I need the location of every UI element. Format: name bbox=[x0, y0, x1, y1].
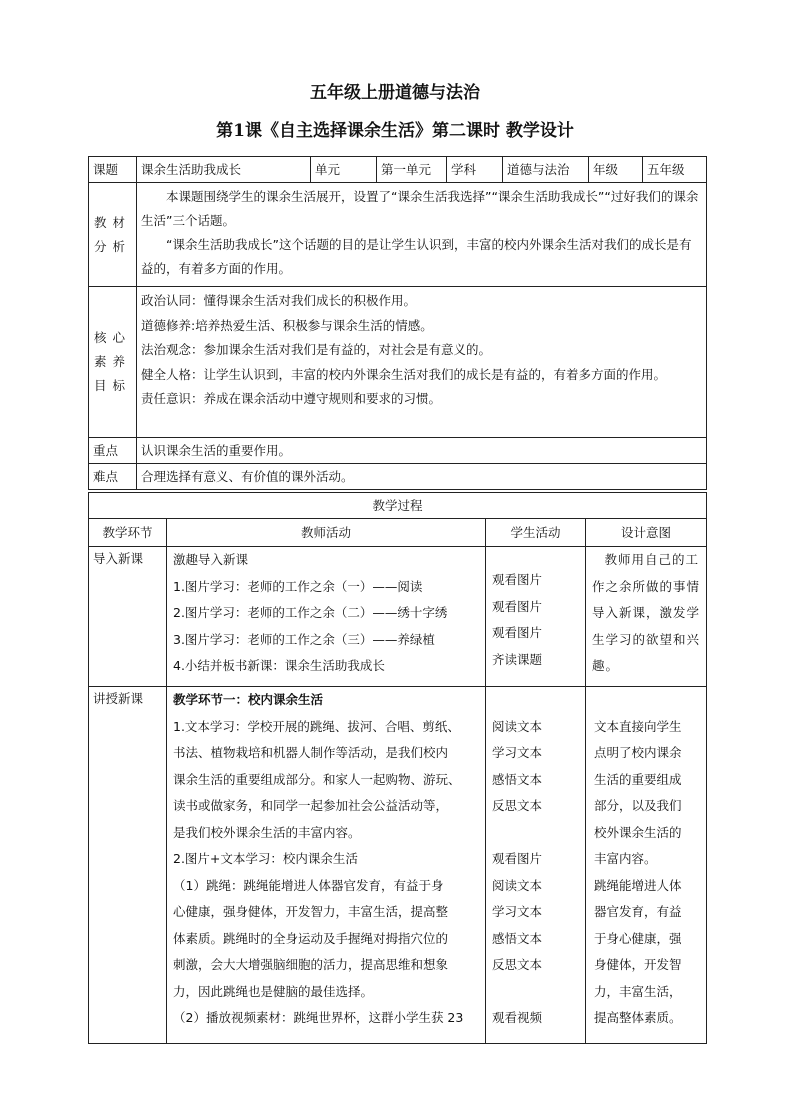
col-header-teacher: 教师活动 bbox=[167, 519, 486, 547]
lesson-section-heading: 教学环节一：校内课余生活 bbox=[173, 692, 324, 707]
material-analysis-label: 教材 分析 bbox=[89, 183, 137, 287]
lesson-student-line: 反思文本 bbox=[492, 957, 543, 972]
col-header-intent: 设计意图 bbox=[586, 519, 707, 547]
lesson-student-line: 观看视频 bbox=[492, 1010, 543, 1025]
core-literacy-label: 核心 素养 目标 bbox=[89, 287, 137, 438]
lesson-intent-line: 身健体，开发智 bbox=[594, 957, 682, 972]
lesson-student-line bbox=[492, 820, 581, 847]
core-goal-1: 政治认同：懂得课余生活对我们成长的积极作用。 bbox=[141, 293, 417, 308]
difficulty-value: 合理选择有意义、有价值的课外活动。 bbox=[137, 464, 707, 490]
lesson-student-line: 阅读文本 bbox=[492, 718, 543, 734]
document-title: 五年级上册道德与法治 bbox=[310, 83, 480, 103]
stage-intro: 导入新课 bbox=[89, 547, 167, 687]
lesson-student-line: 感悟文本 bbox=[492, 930, 543, 946]
intro-teacher-line: 1.图片学习：老师的工作之余（一）——阅读 bbox=[173, 578, 423, 594]
key-point-label: 重点 bbox=[89, 438, 137, 464]
lesson-intent-line: 跳绳能增进人体 bbox=[594, 877, 682, 893]
lesson-intent-line: 提高整体素质。 bbox=[594, 1010, 682, 1025]
grade-label: 年级 bbox=[589, 157, 643, 183]
core-goal-2: 道德修养:培养热爱生活、积极参与课余生活的情感。 bbox=[141, 317, 433, 333]
basic-info-table bbox=[88, 156, 707, 490]
lesson-intent-line: 器官发育，有益 bbox=[594, 904, 682, 919]
key-point-value: 认识课余生活的重要作用。 bbox=[137, 438, 707, 464]
lesson-teacher-line: 是我们校外课余生活的丰富内容。 bbox=[173, 824, 361, 840]
lesson-student-line bbox=[492, 979, 581, 1006]
lesson-teacher-line: 课余生活的重要组成部分。和家人一起购物、游玩、 bbox=[173, 771, 461, 787]
lesson-teacher-line: 1.文本学习：学校开展的跳绳、拔河、合唱、剪纸、 bbox=[173, 718, 460, 734]
intro-student-line: 观看图片 bbox=[492, 598, 543, 614]
lesson-teacher-line: 体素质。跳绳时的全身运动及手握绳对拇指穴位的 bbox=[173, 930, 449, 946]
lesson-teacher-line: （1）跳绳：跳绳能增进人体器官发育，有益于身 bbox=[173, 877, 444, 893]
intro-teacher-line: 2.图片学习：老师的工作之余（二）——绣十字绣 bbox=[173, 605, 448, 620]
intro-student-line: 齐读课题 bbox=[492, 651, 543, 667]
lesson-student-line: 反思文本 bbox=[492, 798, 543, 813]
intro-teacher-line: 3.图片学习：老师的工作之余（三）——养绿植 bbox=[173, 631, 435, 647]
intent-spacer bbox=[594, 687, 702, 714]
lesson-teacher-line: 书法、植物栽培和机器人制作等活动，是我们校内 bbox=[173, 745, 449, 760]
lesson-intent-line: 丰富内容。 bbox=[594, 851, 657, 866]
unit-label: 单元 bbox=[311, 157, 377, 183]
topic-value: 课余生活助我成长 bbox=[137, 157, 311, 183]
lesson-intent-line: 力，丰富生活， bbox=[594, 983, 682, 999]
lesson-intent-line: 部分，以及我们 bbox=[594, 798, 682, 813]
intro-student-line: 观看图片 bbox=[492, 625, 543, 640]
material-paragraph-1: 本课题围绕学生的课余生活展开，设置了“课余生活我选择”“课余生活助我成长”“过好我们的课余生活”三个话题。 bbox=[141, 189, 699, 228]
col-header-student: 学生活动 bbox=[486, 519, 586, 547]
teaching-process-table bbox=[88, 492, 707, 1044]
lesson-teacher-line: 心健康，强身健体，开发智力，丰富生活，提高整 bbox=[173, 904, 449, 919]
topic-label: 课题 bbox=[89, 157, 137, 183]
lesson-teacher-line: 2.图片+文本学习：校内课余生活 bbox=[173, 851, 358, 866]
grade-value: 五年级 bbox=[643, 157, 707, 183]
intro-teacher-line: 激趣导入新课 bbox=[173, 552, 249, 567]
lesson-student-line: 学习文本 bbox=[492, 745, 543, 760]
lesson-intent-line: 生活的重要组成 bbox=[594, 771, 682, 787]
subject-value: 道德与法治 bbox=[503, 157, 589, 183]
subject-label: 学科 bbox=[447, 157, 503, 183]
lesson-intent-line: 校外课余生活的 bbox=[594, 824, 682, 840]
lesson-teacher-line: 刺激，会大大增强脑细胞的活力，提高思维和想象 bbox=[173, 957, 449, 972]
col-header-stage: 教学环节 bbox=[89, 519, 167, 547]
core-goal-4: 健全人格：让学生认识到，丰富的校内外课余生活对我们的成长是有益的，有着多方面的作用。 bbox=[141, 366, 667, 382]
material-paragraph-2: “课余生活助我成长”这个话题的目的是让学生认识到，丰富的校内外课余生活对我们的成长是有益的，有着多方面的作用。 bbox=[141, 237, 692, 276]
core-goal-5: 责任意识：养成在课余活动中遵守规则和要求的习惯。 bbox=[141, 391, 442, 406]
stage-new-lesson: 讲授新课 bbox=[89, 687, 167, 1044]
intro-student-spacer bbox=[492, 547, 581, 567]
lesson-student-line bbox=[492, 687, 581, 714]
lesson-student-line: 感悟文本 bbox=[492, 771, 543, 787]
intro-student-line: 观看图片 bbox=[492, 572, 543, 587]
lesson-teacher-line: 力，因此跳绳也是健脑的最佳选择。 bbox=[173, 983, 374, 999]
lesson-teacher-line: 读书或做家务，和同学一起参加社会公益活动等， bbox=[173, 798, 449, 813]
lesson-intent-line: 文本直接向学生 bbox=[594, 718, 682, 734]
lesson-student-line: 学习文本 bbox=[492, 904, 543, 919]
lesson-teacher-line: （2）播放视频素材：跳绳世界杯，这群小学生获 23 bbox=[173, 1010, 464, 1025]
document-subtitle: 第1课《自主选择课余生活》第二课时 教学设计 bbox=[216, 121, 574, 141]
lesson-student-line: 观看图片 bbox=[492, 851, 543, 866]
intro-teacher-line: 4.小结并板书新课：课余生活助我成长 bbox=[173, 658, 385, 673]
lesson-intent-line: 点明了校内课余 bbox=[594, 745, 682, 760]
process-title: 教学过程 bbox=[89, 493, 707, 519]
lesson-student-line: 阅读文本 bbox=[492, 877, 543, 893]
lesson-intent-line: 于身心健康，强 bbox=[594, 930, 682, 946]
core-goal-3: 法治观念：参加课余生活对我们是有益的，对社会是有意义的。 bbox=[141, 342, 492, 357]
intro-design-intent: 教师用自己的工作之余所做的事情导入新课，激发学生学习的欲望和兴趣。 bbox=[592, 552, 701, 673]
difficulty-label: 难点 bbox=[89, 464, 137, 490]
unit-value: 第一单元 bbox=[377, 157, 447, 183]
